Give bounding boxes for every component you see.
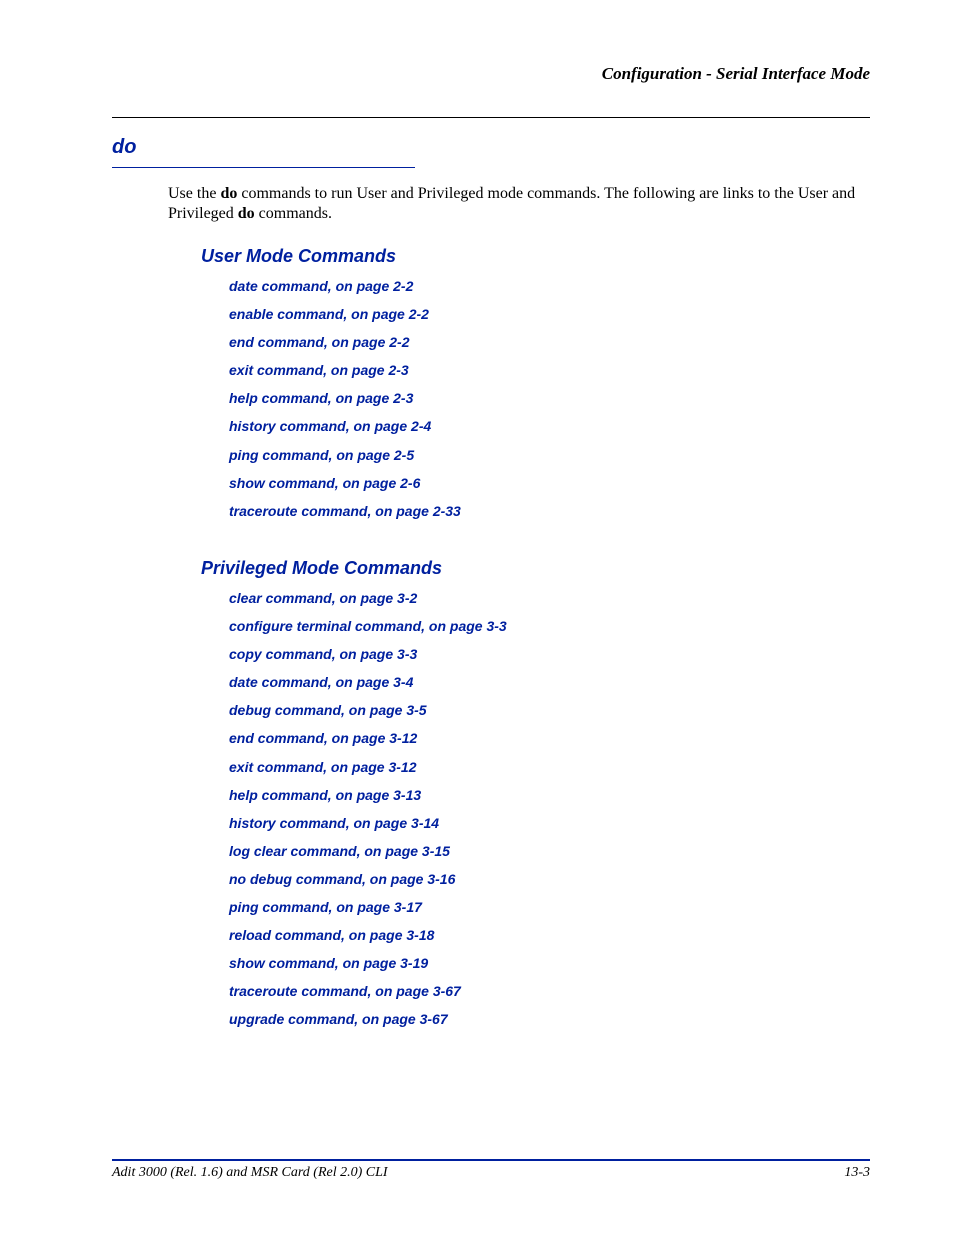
command-link[interactable]: exit command, on page 3-12 bbox=[229, 758, 417, 775]
privileged-mode-link-list bbox=[229, 588, 507, 1038]
command-link[interactable]: traceroute command, on page 3-67 bbox=[229, 983, 461, 1000]
command-link[interactable]: log clear command, on page 3-15 bbox=[229, 842, 450, 859]
command-link[interactable]: show command, on page 2-6 bbox=[229, 474, 421, 491]
command-link[interactable]: no debug command, on page 3-16 bbox=[229, 870, 456, 887]
footer-doc-title: Adit 3000 (Rel. 1.6) and MSR Card (Rel 2.0) CLI bbox=[112, 1165, 388, 1180]
command-link[interactable]: date command, on page 2-2 bbox=[229, 278, 414, 294]
command-link[interactable]: copy command, on page 3-3 bbox=[229, 646, 418, 663]
command-link[interactable]: enable command, on page 2-2 bbox=[229, 306, 429, 323]
command-link[interactable]: traceroute command, on page 2-33 bbox=[229, 502, 461, 519]
command-link[interactable]: clear command, on page 3-2 bbox=[229, 590, 418, 606]
privileged-mode-heading: Privileged Mode Commands bbox=[201, 558, 443, 578]
command-link[interactable]: exit command, on page 2-3 bbox=[229, 362, 409, 379]
user-mode-heading: User Mode Commands bbox=[201, 246, 397, 266]
command-link[interactable]: date command, on page 3-4 bbox=[229, 674, 414, 691]
intro-text-2: commands to run User and Privileged mode commands. The following are links to the User and Privileged bbox=[168, 185, 856, 222]
command-link[interactable]: end command, on page 2-2 bbox=[229, 334, 410, 351]
command-link[interactable]: help command, on page 3-13 bbox=[229, 786, 422, 803]
section-title: do bbox=[112, 136, 137, 158]
command-link[interactable]: configure terminal command, on page 3-3 bbox=[229, 618, 507, 635]
header-rule bbox=[112, 117, 870, 118]
user-mode-link-list bbox=[229, 276, 461, 529]
running-header: Configuration - Serial Interface Mode bbox=[601, 64, 870, 83]
command-link[interactable]: debug command, on page 3-5 bbox=[229, 702, 427, 719]
command-link[interactable]: ping command, on page 2-5 bbox=[229, 446, 415, 463]
command-link[interactable]: upgrade command, on page 3-67 bbox=[229, 1011, 448, 1028]
footer-rule bbox=[112, 1159, 870, 1161]
command-link[interactable]: show command, on page 3-19 bbox=[229, 955, 429, 972]
title-rule bbox=[112, 167, 415, 168]
command-link[interactable]: history command, on page 3-14 bbox=[229, 814, 440, 831]
intro-bold-do-1: do bbox=[220, 185, 238, 202]
intro-bold-do-2: do bbox=[237, 205, 255, 222]
intro-text-3: commands. bbox=[254, 205, 332, 222]
command-link[interactable]: history command, on page 2-4 bbox=[229, 418, 432, 435]
intro-paragraph bbox=[168, 184, 870, 224]
footer-page-number: 13-3 bbox=[844, 1165, 870, 1180]
command-link[interactable]: help command, on page 2-3 bbox=[229, 390, 414, 407]
intro-text-1: Use the bbox=[168, 185, 221, 202]
command-link[interactable]: reload command, on page 3-18 bbox=[229, 927, 435, 944]
command-link[interactable]: ping command, on page 3-17 bbox=[229, 899, 422, 916]
command-link[interactable]: end command, on page 3-12 bbox=[229, 730, 418, 747]
